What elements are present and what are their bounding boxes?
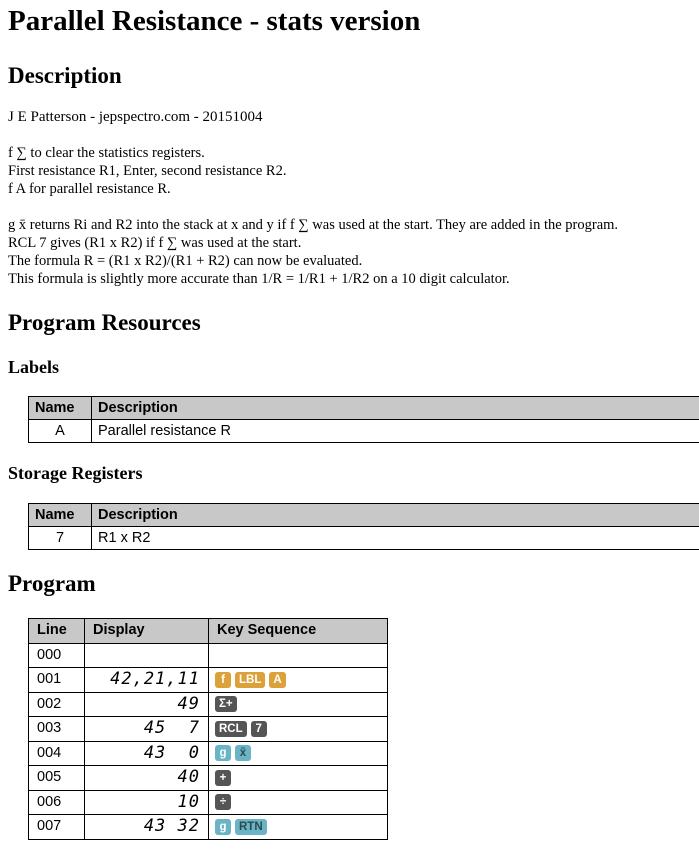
register-description-cell: R1 x R2 (92, 527, 699, 550)
g-key: g (215, 745, 231, 761)
label-name-cell: A (29, 420, 92, 443)
key-sequence-cell (209, 790, 388, 815)
key-sequence-cell (209, 717, 388, 742)
key-sequence-cell (209, 815, 388, 840)
display-cell: 49 (85, 692, 209, 717)
program-heading: Program (8, 571, 96, 596)
label-description-cell: Parallel resistance R (92, 420, 699, 443)
seven-key: 7 (251, 721, 267, 737)
table-header-row (29, 397, 699, 420)
instruction-line: f A for parallel resistance R. (8, 181, 171, 197)
display-cell: 42,21,11 (85, 668, 209, 693)
f-key: f (215, 672, 231, 688)
note-line: This formula is slightly more accurate than 1/R = 1/R1 + 1/R2 on a 10 digit calculator. (8, 271, 510, 287)
column-header: Key Sequence (209, 619, 388, 644)
g-key: g (215, 819, 231, 835)
program-body (29, 643, 388, 839)
author-line: J E Patterson - jepspectro.com - 20151004 (8, 109, 263, 125)
table-row (29, 766, 388, 791)
table-row (29, 741, 388, 766)
program-table (28, 618, 388, 840)
column-header: Line (29, 619, 85, 644)
key-sequence (215, 721, 381, 737)
labels-heading: Labels (8, 357, 60, 377)
display-cell: 43 0 (85, 741, 209, 766)
line-number-cell: 006 (29, 790, 85, 815)
line-number-cell: 002 (29, 692, 85, 717)
table-row (29, 643, 388, 668)
divide-key: ÷ (215, 794, 231, 810)
rcl-key: RCL (215, 721, 247, 737)
key-sequence (215, 770, 381, 786)
display-cell: 10 (85, 790, 209, 815)
key-sequence (215, 745, 381, 761)
table-row (29, 420, 699, 443)
rtn-key: RTN (235, 819, 267, 835)
key-sequence (215, 819, 381, 835)
line-number-cell: 003 (29, 717, 85, 742)
resources-heading: Program Resources (8, 310, 201, 335)
storage-heading: Storage Registers (8, 463, 143, 483)
column-header: Name (29, 504, 92, 527)
key-sequence (215, 794, 381, 810)
table-row (29, 527, 699, 550)
sigma-plus-key: Σ+ (215, 696, 237, 712)
page-title: Parallel Resistance - stats version (8, 5, 421, 37)
a-key: A (269, 672, 285, 688)
key-sequence-cell (209, 692, 388, 717)
table-row (29, 790, 388, 815)
display-cell (85, 643, 209, 668)
page (8, 0, 699, 377)
display-cell: 43 32 (85, 815, 209, 840)
table-row (29, 717, 388, 742)
register-name-cell: 7 (29, 527, 92, 550)
storage-table (28, 503, 699, 550)
key-sequence-cell (209, 668, 388, 693)
column-header: Description (92, 397, 699, 420)
line-number-cell: 004 (29, 741, 85, 766)
instruction-line: f ∑ to clear the statistics registers. (8, 145, 205, 161)
column-header: Display (85, 619, 209, 644)
instructions-block (8, 144, 286, 198)
note-line: RCL 7 gives (R1 x R2) if f ∑ was used at the start. (8, 235, 302, 251)
line-number-cell: 001 (29, 668, 85, 693)
instruction-line: First resistance R1, Enter, second resistance R2. (8, 163, 287, 179)
table-row (29, 692, 388, 717)
table-row (29, 668, 388, 693)
line-number-cell: 005 (29, 766, 85, 791)
display-cell: 45 7 (85, 717, 209, 742)
description-heading: Description (8, 63, 122, 88)
column-header: Name (29, 397, 92, 420)
table-row (29, 815, 388, 840)
line-number-cell: 007 (29, 815, 85, 840)
table-header-row (29, 504, 699, 527)
labels-table (28, 396, 699, 443)
key-sequence-cell (209, 643, 388, 668)
line-number-cell: 000 (29, 643, 85, 668)
lbl-key: LBL (235, 672, 265, 688)
key-sequence-cell (209, 741, 388, 766)
plus-key: + (215, 770, 231, 786)
table-header-row (29, 619, 388, 644)
display-cell: 40 (85, 766, 209, 791)
column-header: Description (92, 504, 699, 527)
notes-block (8, 216, 618, 288)
key-sequence (215, 672, 381, 688)
key-sequence (215, 696, 381, 712)
key-sequence-cell (209, 766, 388, 791)
x-bar-key: x̄ (235, 745, 251, 761)
note-line: g x̄ returns Ri and R2 into the stack at x and y if f ∑ was used at the start. They are added in the program. (8, 217, 619, 233)
note-line: The formula R = (R1 x R2)/(R1 + R2) can now be evaluated. (8, 253, 363, 269)
